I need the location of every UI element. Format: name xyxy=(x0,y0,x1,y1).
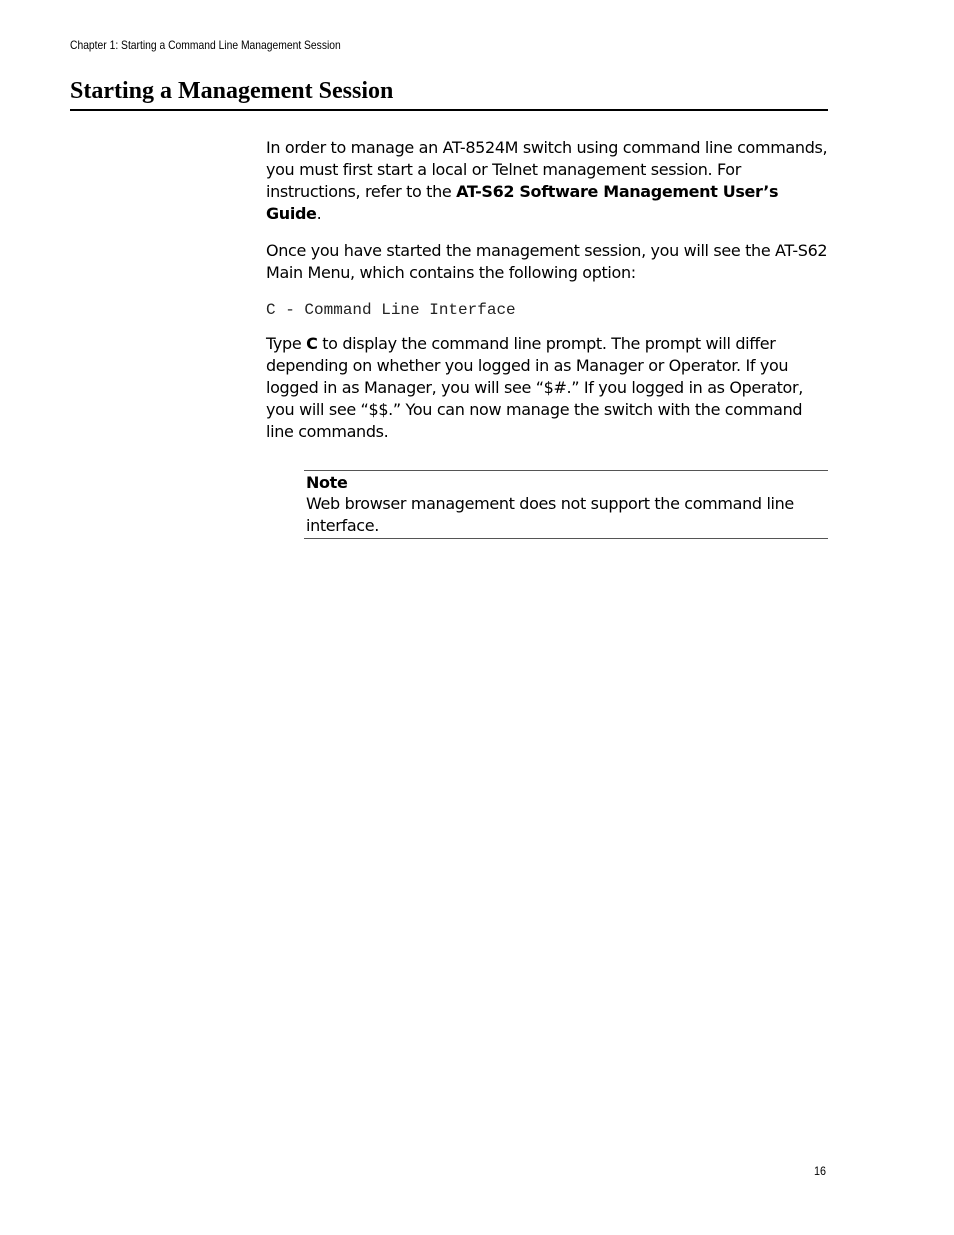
guide-reference: AT-S62 Software Management User’s Guide xyxy=(266,182,779,223)
prompt-text: Type xyxy=(266,334,307,353)
note-text: Web browser management does not support the command line interface. xyxy=(306,494,794,535)
body-content xyxy=(266,137,828,458)
command-key: C xyxy=(306,334,318,353)
menu-option-code: C - Command Line Interface xyxy=(266,301,516,319)
prompt-paragraph xyxy=(266,333,828,443)
intro-text: In order to manage an AT-8524M switch using command line commands, you must first start a local or Telnet management session. For instructions, refer to the xyxy=(266,138,828,201)
intro-paragraph xyxy=(266,137,828,225)
intro-text-end: . xyxy=(316,204,322,223)
section-title: Starting a Management Session xyxy=(70,78,394,104)
prompt-text-end: to display the command line prompt. The prompt will differ depending on whether you logged in as Manager or Operator. If you logged in as Manager, you will see “$#.” If you logged in as Operator, you will see “$$.” You can now manage the switch with the command line commands. xyxy=(266,334,803,441)
page-number: 16 xyxy=(814,1164,827,1178)
main-menu-paragraph: Once you have started the management session, you will see the AT-S62 Main Menu, which contains the following option: xyxy=(266,241,828,282)
note-box xyxy=(304,470,828,539)
note-title: Note xyxy=(306,473,348,492)
title-rule xyxy=(70,109,828,111)
running-header: Chapter 1: Starting a Command Line Management Session xyxy=(70,38,341,52)
